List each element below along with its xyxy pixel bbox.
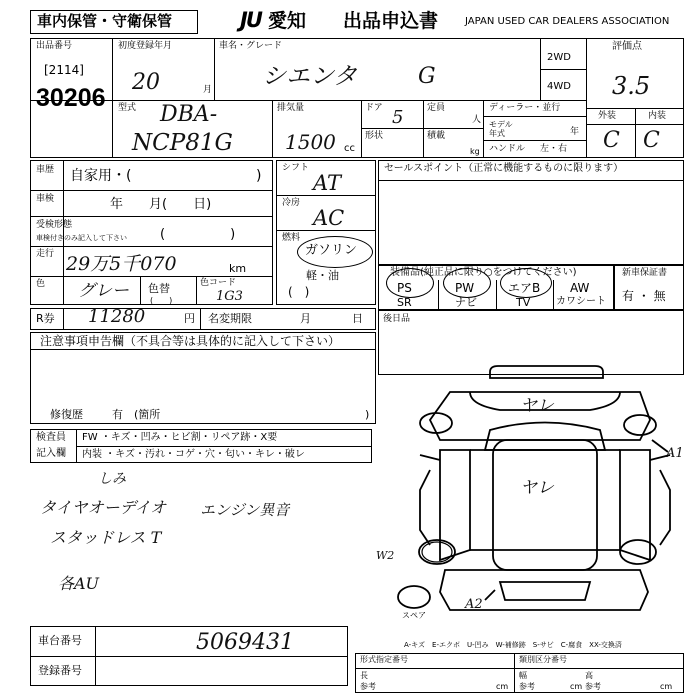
cert-label: 形式指定番号 bbox=[360, 655, 408, 664]
hood-note: ヤレ bbox=[520, 478, 554, 498]
warranty-label: 新車保証書 bbox=[622, 268, 668, 278]
car-name-label: 車名・グレード bbox=[219, 41, 283, 51]
capacity-unit: 人 bbox=[472, 115, 482, 125]
equip-aw: AW bbox=[570, 281, 590, 295]
chassis-value: 5069431 bbox=[196, 630, 294, 655]
equip-seat: カワシート bbox=[556, 296, 606, 307]
fuel-paren: ( ) bbox=[288, 285, 310, 299]
storage-tag: 車内保管・守衛保管 bbox=[37, 12, 173, 30]
registration-month-unit: 月 bbox=[203, 85, 213, 95]
note-studless: スタッドレス T bbox=[50, 528, 162, 547]
length-label: 長 bbox=[360, 671, 368, 680]
ref-label-1: 参考 bbox=[360, 682, 376, 691]
repair-label: 修復歴 bbox=[50, 408, 83, 421]
inspector-label-2: 記入欄 bbox=[36, 448, 66, 459]
repair-value: 有 (箇所 bbox=[112, 408, 161, 421]
interior-grade: C bbox=[643, 128, 660, 153]
form-title: 出品申込書 bbox=[343, 10, 439, 32]
note-au: 各AU bbox=[58, 574, 100, 593]
capacity-label: 定員 bbox=[427, 103, 446, 113]
mark-a2: A2 bbox=[465, 597, 483, 612]
color-label: 色 bbox=[36, 279, 46, 289]
displacement-label: 排気量 bbox=[277, 103, 305, 113]
inspector-row-1: FW ・キズ・凹み・ヒビ割・リペア跡・X要 bbox=[82, 432, 278, 443]
note-engine-noise: エンジン異音 bbox=[200, 501, 290, 519]
fuel-light-oil: 軽・油 bbox=[306, 269, 339, 282]
mileage-unit: km bbox=[229, 262, 247, 275]
interior-label: 内装 bbox=[648, 111, 667, 121]
inspector-row-2: 内装 ・キズ・汚れ・コゲ・穴・匂い・キレ・破レ bbox=[82, 449, 305, 460]
class-label: 類別区分番号 bbox=[519, 655, 567, 664]
model-label: 型式 bbox=[118, 103, 137, 113]
mileage-value: 29万5千070 bbox=[66, 253, 177, 275]
name-change-label: 名変期限 bbox=[208, 312, 252, 325]
note-tire-audio: タイヤオーデイオ bbox=[40, 498, 167, 517]
name-change-day: 日 bbox=[352, 312, 363, 325]
diagram-legend: A-キズ E-エクボ U-凹み W-補修跡 S-サビ C-腐食 XX-交換済 bbox=[404, 641, 622, 649]
repair-close: ) bbox=[365, 408, 370, 421]
equip-pw: PW bbox=[455, 281, 475, 295]
equip-sr: SR bbox=[397, 296, 412, 309]
ju-logo: JU bbox=[240, 8, 261, 32]
association-name: JAPAN USED CAR DEALERS ASSOCIATION bbox=[465, 16, 670, 27]
note-stain: しみ bbox=[98, 471, 126, 487]
shift-value: AT bbox=[313, 171, 342, 195]
history-label: 車歴 bbox=[36, 165, 55, 175]
evaluation-score: 3.5 bbox=[612, 72, 651, 100]
registration-label: 初度登録年月 bbox=[118, 41, 173, 51]
lot-number: 30206 bbox=[36, 84, 106, 112]
receipt-paren: ( ) bbox=[160, 227, 236, 242]
color-code: 1G3 bbox=[216, 289, 243, 304]
receipt-note: 車検付きのみ記入して下さい bbox=[36, 234, 127, 242]
width-label: 幅 bbox=[519, 671, 527, 680]
inspection-value: 年 月( 日) bbox=[110, 197, 212, 212]
equip-tv: TV bbox=[516, 296, 531, 309]
ref-label-2: 参考 bbox=[519, 682, 535, 691]
notes-label: 注意事項申告欄（不具合等は具体的に記入して下さい） bbox=[40, 334, 341, 348]
recycle-unit: 円 bbox=[184, 312, 195, 325]
color-paren: ( ) bbox=[150, 296, 173, 305]
chassis-label: 車台番号 bbox=[38, 634, 82, 647]
color-change-label: 色替 bbox=[148, 282, 170, 295]
doors-value: 5 bbox=[392, 107, 404, 128]
recycle-label: R券 bbox=[36, 312, 55, 325]
equip-ps: PS bbox=[397, 281, 412, 295]
displacement-unit: cc bbox=[344, 143, 355, 154]
inspector-label-1: 検査員 bbox=[36, 432, 66, 443]
history-value: 自家用・( bbox=[70, 168, 132, 184]
model-prefix: DBA- bbox=[160, 102, 218, 127]
roof-note: ヤレ bbox=[520, 396, 554, 416]
mark-w2: W2 bbox=[376, 549, 395, 562]
model-year-unit: 年 bbox=[570, 127, 580, 137]
cm-2: cm bbox=[570, 682, 583, 691]
drive-2wd: 2WD bbox=[547, 52, 571, 63]
inspection-label: 車検 bbox=[36, 194, 55, 204]
fuel-label: 燃料 bbox=[282, 233, 301, 243]
sales-point-label: セールスポイント（正常に機能するものに限ります） bbox=[384, 163, 624, 174]
fuel-value: ガソリン bbox=[305, 243, 358, 258]
handle-options: 左・右 bbox=[540, 144, 568, 154]
shape-label: 形状 bbox=[365, 131, 384, 141]
dealer-label: ディーラー・並行 bbox=[489, 103, 561, 113]
load-unit: kg bbox=[470, 147, 480, 156]
car-name-value: シエンタ bbox=[262, 62, 358, 90]
recycle-value: 11280 bbox=[88, 306, 146, 327]
drive-4wd: 4WD bbox=[547, 81, 571, 92]
spare-label: スペア bbox=[402, 611, 426, 620]
warranty-options: 有 ・ 無 bbox=[622, 289, 666, 303]
cm-1: cm bbox=[496, 682, 509, 691]
equip-airbag: エアB bbox=[508, 281, 541, 295]
name-change-month: 月 bbox=[300, 312, 311, 325]
registration-year: 20 bbox=[132, 70, 160, 95]
mileage-label: 走行 bbox=[36, 249, 55, 259]
ac-value: AC bbox=[313, 206, 345, 230]
cm-3: cm bbox=[660, 682, 673, 691]
mark-a1: A1 bbox=[666, 446, 684, 461]
color-value: グレー bbox=[78, 281, 129, 301]
doors-label: ドア bbox=[365, 103, 383, 113]
lot-label: 出品番号 bbox=[36, 41, 73, 51]
handle-label: ハンドル bbox=[489, 144, 526, 154]
reg-number-label: 登録番号 bbox=[38, 664, 82, 677]
receipt-label: 受検形態 bbox=[36, 220, 73, 230]
color-code-label: 色コード bbox=[200, 278, 237, 288]
logo-region: 愛知 bbox=[268, 10, 307, 32]
equipment-label: 装備品(純正品に限り○をつけてください) bbox=[390, 267, 577, 278]
lot-sub: [2114] bbox=[44, 63, 84, 77]
ac-label: 冷房 bbox=[282, 198, 301, 208]
shift-label: シフト bbox=[282, 163, 310, 173]
history-close: ) bbox=[256, 168, 262, 184]
ref-label-3: 参考 bbox=[585, 682, 601, 691]
after-day-label: 後日品 bbox=[383, 314, 411, 324]
height-label: 高 bbox=[585, 671, 593, 680]
model-year-label: モデル年式 bbox=[489, 120, 513, 138]
load-label: 積載 bbox=[427, 131, 446, 141]
exterior-grade: C bbox=[603, 128, 620, 153]
model-code: NCP81G bbox=[132, 130, 233, 156]
displacement-value: 1500 bbox=[285, 130, 336, 154]
car-grade-value: G bbox=[418, 64, 436, 89]
evaluation-label: 評価点 bbox=[612, 41, 642, 52]
exterior-label: 外装 bbox=[598, 111, 617, 121]
equip-navi: ナビ bbox=[455, 296, 477, 309]
